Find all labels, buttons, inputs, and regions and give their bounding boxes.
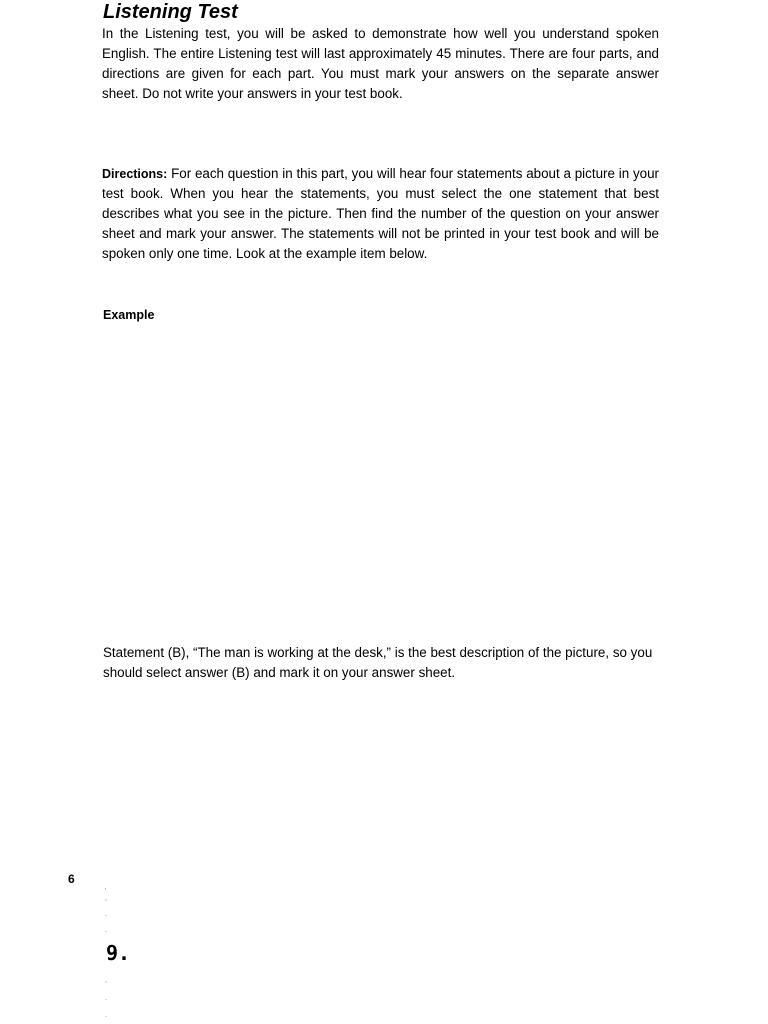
stray-mark: . bbox=[105, 1012, 107, 1019]
stray-mark: . bbox=[105, 927, 107, 934]
stray-mark: , bbox=[105, 977, 107, 984]
directions-text: For each question in this part, you will hear four statements about a picture in your test book. When you hear the statements, you must select the one statement that best describes what you see in the picture. Then find the number of the question on your answer sheet and mark your answer. The statements will not be printed in your test book and will be spoken only one time. Look at the example item below. bbox=[102, 166, 659, 261]
stray-mark: . bbox=[105, 911, 107, 918]
intro-paragraph: In the Listening test, you will be asked to demonstrate how well you understand spoken English. The entire Listening test will last approximately 45 minutes. There are four parts, and directions are given for each part. You must mark your answers on the separate answer sheet. Do not write your answers in your test book. bbox=[102, 26, 659, 101]
stray-mark: . bbox=[105, 995, 107, 1002]
page-number: 6 bbox=[68, 872, 75, 886]
page-title: Listening Test bbox=[103, 1, 238, 23]
directions-label: Directions: bbox=[102, 167, 168, 181]
question-number: 9. bbox=[106, 941, 131, 965]
stray-mark: ' bbox=[105, 888, 107, 895]
example-heading: Example bbox=[103, 308, 155, 322]
directions-paragraph bbox=[102, 164, 659, 264]
example-statement: Statement (B), “The man is working at the desk,” is the best description of the picture, so you should select answer (B) and mark it on your answer sheet. bbox=[103, 645, 653, 680]
example-picture-area bbox=[103, 330, 659, 630]
stray-mark: , bbox=[105, 895, 107, 902]
